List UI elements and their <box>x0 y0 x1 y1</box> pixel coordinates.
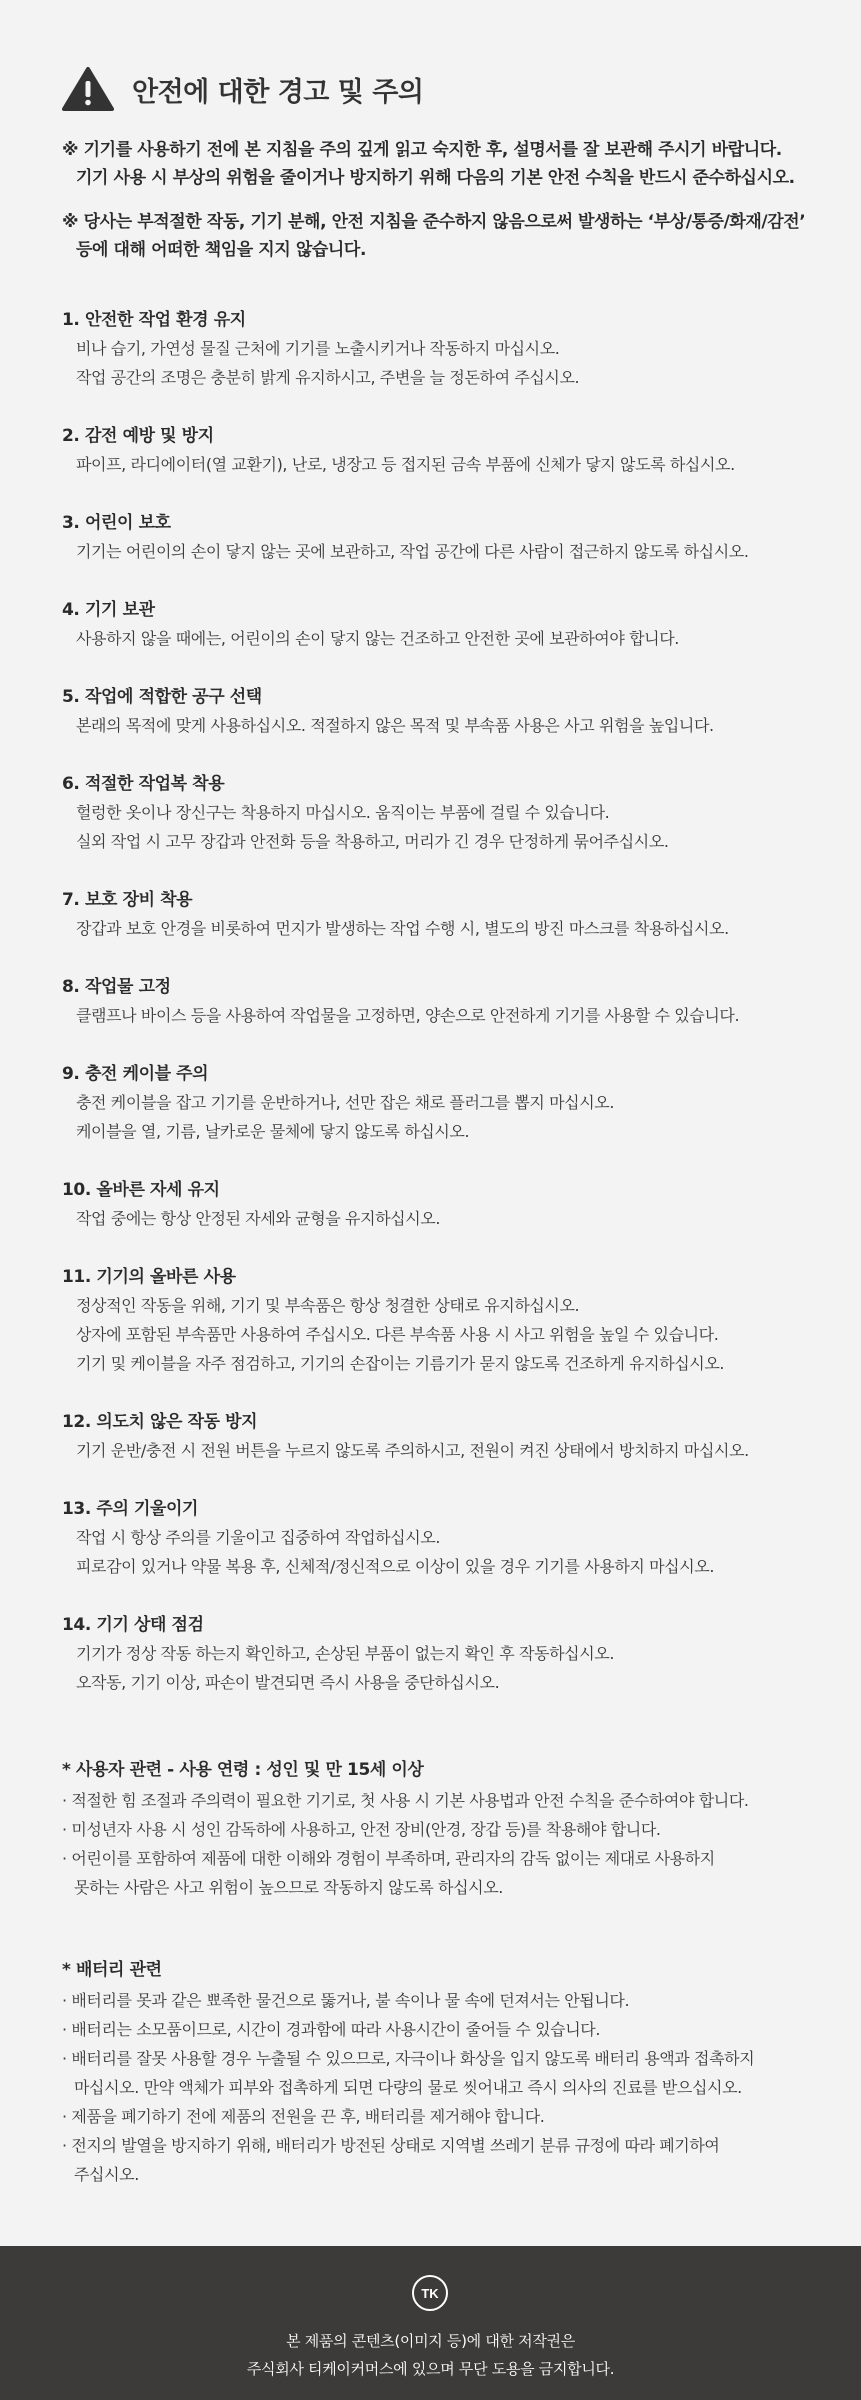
brand-logo <box>411 2274 449 2312</box>
section-text: 실외 작업 시 고무 장갑과 안전화 등을 착용하고, 머리가 긴 경우 단정하게 묶어주십시오. <box>76 832 669 851</box>
notice-line: ※ 기기를 사용하기 전에 본 지침을 주의 깊게 읽고 숙지한 후, 설명서를 잘 보관해 주시기 바랍니다. <box>62 140 782 160</box>
section-text: 충전 케이블을 잡고 기기를 운반하거나, 선만 잡은 채로 플러그를 뽑지 마십시오. <box>76 1093 615 1112</box>
footer <box>0 2246 861 2400</box>
section-7 <box>62 886 729 943</box>
section-text: 클램프나 바이스 등을 사용하여 작업물을 고정하면, 양손으로 안전하게 기기를 사용할 수 있습니다. <box>76 1006 740 1025</box>
section-13 <box>62 1495 714 1581</box>
user-block-item: · 적절한 힘 조절과 주의력이 필요한 기기로, 첫 사용 시 기본 사용법과 안전 수칙을 준수하여야 합니다. <box>62 1791 749 1810</box>
section-5 <box>62 683 714 740</box>
user-age-block <box>62 1756 749 1902</box>
section-heading: 6. 적절한 작업복 착용 <box>62 774 225 794</box>
copyright-line: 주식회사 티케이커머스에 있으며 무단 도용을 금지합니다. <box>246 2360 615 2378</box>
section-text: 기기 운반/충전 시 전원 버튼을 누르지 않도록 주의하시고, 전원이 켜진 상태에서 방치하지 마십시오. <box>76 1441 749 1460</box>
section-heading: 5. 작업에 적합한 공구 선택 <box>62 687 262 707</box>
section-9 <box>62 1060 614 1146</box>
section-text: 작업 시 항상 주의를 기울이고 집중하여 작업하십시오. <box>76 1528 441 1547</box>
battery-block-item: · 배터리를 잘못 사용할 경우 누출될 수 있으므로, 자극이나 화상을 입지 않도록 배터리 용액과 접촉하지 <box>62 2049 755 2068</box>
battery-block-item: · 배터리는 소모품이므로, 시간이 경과함에 따라 사용시간이 줄어들 수 있습니다. <box>62 2020 601 2039</box>
notice-liability <box>62 208 805 264</box>
user-block-heading: * 사용자 관련 - 사용 연령 : 성인 및 만 15세 이상 <box>62 1760 424 1780</box>
battery-block <box>62 1956 754 2189</box>
section-2 <box>62 422 735 479</box>
section-text: 작업 공간의 조명은 충분히 밝게 유지하시고, 주변을 늘 정돈하여 주십시오. <box>76 368 580 387</box>
section-text: 기기는 어린이의 손이 닿지 않는 곳에 보관하고, 작업 공간에 다른 사람이 접근하지 않도록 하십시오. <box>76 542 749 561</box>
page-title: 안전에 대한 경고 및 주의 <box>132 76 424 108</box>
section-heading: 7. 보호 장비 착용 <box>62 890 193 910</box>
section-text: 정상적인 작동을 위해, 기기 및 부속품은 항상 청결한 상태로 유지하십시오. <box>76 1296 580 1315</box>
section-heading: 12. 의도치 않은 작동 방지 <box>62 1412 258 1432</box>
section-text: 헐렁한 옷이나 장신구는 착용하지 마십시오. 움직이는 부품에 걸릴 수 있습니다. <box>76 803 610 822</box>
battery-block-item: · 제품을 폐기하기 전에 제품의 전원을 끈 후, 배터리를 제거해야 합니다. <box>62 2107 545 2126</box>
section-heading: 11. 기기의 올바른 사용 <box>62 1267 236 1287</box>
section-12 <box>62 1408 749 1465</box>
section-text: 피로감이 있거나 약물 복용 후, 신체적/정신적으로 이상이 있을 경우 기기를 사용하지 마십시오. <box>76 1557 715 1576</box>
notice-line: ※ 당사는 부적절한 작동, 기기 분해, 안전 지침을 준수하지 않음으로써 발생하는 ‘부상/통증/화재/감전’ <box>62 212 806 232</box>
section-heading: 9. 충전 케이블 주의 <box>62 1064 209 1084</box>
notice-read-manual <box>62 136 795 192</box>
section-text: 케이블을 열, 기름, 날카로운 물체에 닿지 않도록 하십시오. <box>76 1122 470 1141</box>
notice-line: 기기 사용 시 부상의 위험을 줄이거나 방지하기 위해 다음의 기본 안전 수칙을 반드시 준수하십시오. <box>76 168 795 188</box>
section-8 <box>62 973 739 1030</box>
section-text: 사용하지 않을 때에는, 어린이의 손이 닿지 않는 건조하고 안전한 곳에 보관하여야 합니다. <box>76 629 679 648</box>
battery-block-item: · 배터리를 못과 같은 뾰족한 물건으로 뚫거나, 불 속이나 물 속에 던져서는 안됩니다. <box>62 1991 630 2010</box>
section-heading: 1. 안전한 작업 환경 유지 <box>62 310 246 330</box>
section-heading: 8. 작업물 고정 <box>62 977 171 997</box>
section-text: 장갑과 보호 안경을 비롯하여 먼지가 발생하는 작업 수행 시, 별도의 방진 마스크를 착용하십시오. <box>76 919 729 938</box>
section-text: 본래의 목적에 맞게 사용하십시오. 적절하지 않은 목적 및 부속품 사용은 사고 위험을 높입니다. <box>76 716 714 735</box>
page-header <box>62 66 423 112</box>
section-heading: 10. 올바른 자세 유지 <box>62 1180 220 1200</box>
user-block-item: · 어린이를 포함하여 제품에 대한 이해와 경험이 부족하며, 관리자의 감독 없이는 제대로 사용하지 <box>62 1849 715 1868</box>
section-heading: 13. 주의 기울이기 <box>62 1499 199 1519</box>
section-heading: 3. 어린이 보호 <box>62 513 171 533</box>
user-block-item: 못하는 사람은 사고 위험이 높으므로 작동하지 않도록 하십시오. <box>74 1878 503 1897</box>
section-6 <box>62 770 669 856</box>
section-text: 기기가 정상 작동 하는지 확인하고, 손상된 부품이 없는지 확인 후 작동하십시오. <box>76 1644 615 1663</box>
section-text: 작업 중에는 항상 안정된 자세와 균형을 유지하십시오. <box>76 1209 441 1228</box>
section-heading: 4. 기기 보관 <box>62 600 155 620</box>
section-10 <box>62 1176 440 1233</box>
section-14 <box>62 1611 614 1697</box>
brand-logo-text: TK <box>421 2286 439 2301</box>
section-heading: 14. 기기 상태 점검 <box>62 1615 204 1635</box>
section-text: 상자에 포함된 부속품만 사용하여 주십시오. 다른 부속품 사용 시 사고 위험을 높일 수 있습니다. <box>76 1325 719 1344</box>
section-text: 오작동, 기기 이상, 파손이 발견되면 즉시 사용을 중단하십시오. <box>76 1673 500 1692</box>
battery-block-item: 주십시오. <box>74 2165 139 2184</box>
battery-block-heading: * 배터리 관련 <box>62 1960 162 1980</box>
section-3 <box>62 509 749 566</box>
warning-icon <box>62 66 114 112</box>
battery-block-item: 마십시오. 만약 액체가 피부와 접촉하게 되면 다량의 물로 씻어내고 즉시 의사의 진료를 받으십시오. <box>74 2078 742 2097</box>
section-4 <box>62 596 679 653</box>
section-text: 비나 습기, 가연성 물질 근처에 기기를 노출시키거나 작동하지 마십시오. <box>76 339 560 358</box>
user-block-item: · 미성년자 사용 시 성인 감독하에 사용하고, 안전 장비(안경, 장갑 등)를 착용해야 합니다. <box>62 1820 661 1839</box>
section-1 <box>62 306 579 392</box>
section-text: 기기 및 케이블을 자주 점검하고, 기기의 손잡이는 기름기가 묻지 않도록 건조하게 유지하십시오. <box>76 1354 725 1373</box>
section-11 <box>62 1263 724 1378</box>
copyright-line: 본 제품의 콘텐츠(이미지 등)에 대한 저작권은 <box>286 2332 575 2350</box>
notice-line: 등에 대해 어떠한 책임을 지지 않습니다. <box>76 240 367 260</box>
battery-block-item: · 전지의 발열을 방지하기 위해, 배터리가 방전된 상태로 지역별 쓰레기 분류 규정에 따라 폐기하여 <box>62 2136 720 2155</box>
section-text: 파이프, 라디에이터(열 교환기), 난로, 냉장고 등 접지된 금속 부품에 신체가 닿지 않도록 하십시오. <box>76 455 735 474</box>
section-heading: 2. 감전 예방 및 방지 <box>62 426 214 446</box>
